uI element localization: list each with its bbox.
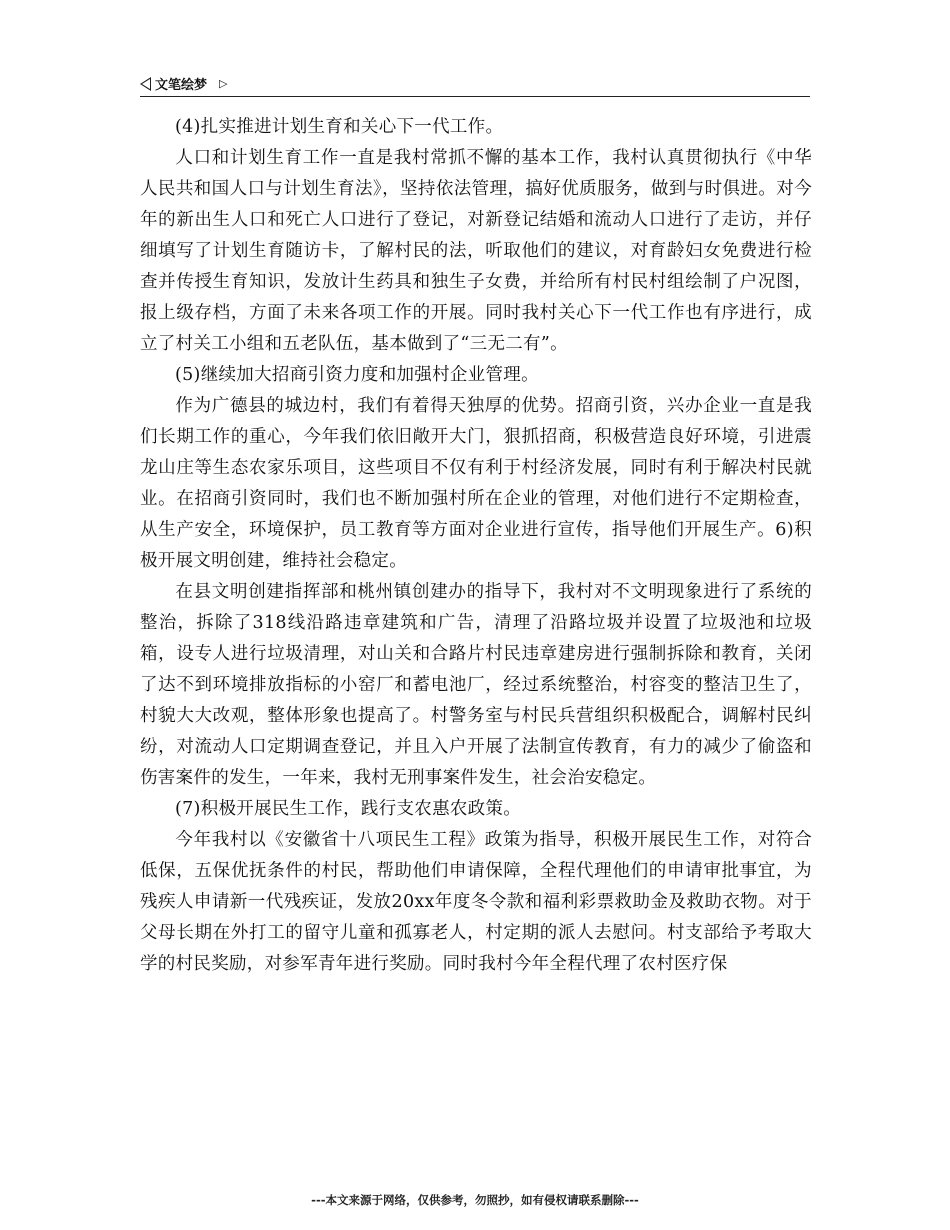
paragraph (140, 360, 812, 391)
paragraph-text: 在县文明创建指挥部和桃州镇创建办的指导下，我村对不文明现象进行了系统的整治，拆除了318线沿路违章建筑和广告，清理了沿路垃圾并设置了垃圾池和垃圾箱，设专人进行垃圾清理，对山关和合路片村民违章建房进行强制拆除和教育，关闭了达不到环境排放指标的小窑厂和蓄电池厂，经过系统整治，村容变的整洁卫生了，村貌大大改观，整体形象也提高了。村警务室与村民兵营组织积极配合，调解村民纠纷，对流动人口定期调查登记，并且入户开展了法制宣传教育，有力的减少了偷盗和伤害案件的发生，一年来，我村无刑事案件发生，社会治安稳定。 (140, 582, 812, 788)
page-footer: ---本文来源于网络，仅供参考，勿照抄，如有侵权请联系删除--- (311, 1193, 639, 1207)
paragraph (140, 112, 812, 143)
paragraph-text: 作为广德县的城边村，我们有着得天独厚的优势。招商引资，兴办企业一直是我们长期工作的重心，今年我们依旧敞开大门，狠抓招商，积极营造良好环境，引进震龙山庄等生态农家乐项目，这些项目不仅有利于村经济发展，同时有利于解决村民就业。在招商引资同时，我们也不断加强村所在企业的管理，对他们进行不定期检查，从生产安全，环境保护，员工教育等方面对企业进行宣传，指导他们开展生产。6)积极开展文明创建，维持社会稳定。 (140, 396, 812, 571)
paragraph (140, 794, 812, 825)
page-header (140, 72, 810, 97)
paragraph-text: 今年我村以《安徽省十八项民生工程》政策为指导，积极开展民生工作，对符合低保，五保优抚条件的村民，帮助他们申请保障，全程代理他们的申请审批事宜，为残疾人申请新一代残疾证，发放20xx年度冬令款和福利彩票救助金及救助衣物。对于父母长期在外打工的留守儿童和孤寡老人，村定期的派人去慰问。村支部给予考取大学的村民奖励，对参军青年进行奖励。同时我村今年全程代理了农村医疗保 (140, 830, 812, 974)
paragraph (140, 577, 812, 794)
brand-label: 文笔绘梦 (155, 78, 208, 93)
document-body (140, 112, 812, 980)
paragraph (140, 391, 812, 577)
paragraph (140, 825, 812, 980)
paragraph-text: (4)扎实推进计划生育和关心下一代工作。 (175, 117, 504, 137)
paragraph-text: (7)积极开展民生工作，践行支农惠农政策。 (175, 799, 522, 819)
triangle-right-icon: ▷ (219, 77, 228, 90)
paragraph (140, 143, 812, 360)
triangle-left-icon (140, 77, 151, 91)
brand (140, 74, 227, 93)
paragraph-text: 人口和计划生育工作一直是我村常抓不懈的基本工作，我村认真贯彻执行《中华人民共和国人口与计划生育法》，坚持依法管理，搞好优质服务，做到与时俱进。对今年的新出生人口和死亡人口进行了登记，对新登记结婚和流动人口进行了走访，并仔细填写了计划生育随访卡，了解村民的法，听取他们的建议，对育龄妇女免费进行检查并传授生育知识，发放计生药具和独生子女费，并给所有村民村组绘制了户况图，报上级存档，方面了未来各项工作的开展。同时我村关心下一代工作也有序进行，成立了村关工小组和五老队伍，基本做到了“三无二有”。 (140, 148, 812, 354)
paragraph-text: (5)继续加大招商引资力度和加强村企业管理。 (175, 365, 539, 385)
